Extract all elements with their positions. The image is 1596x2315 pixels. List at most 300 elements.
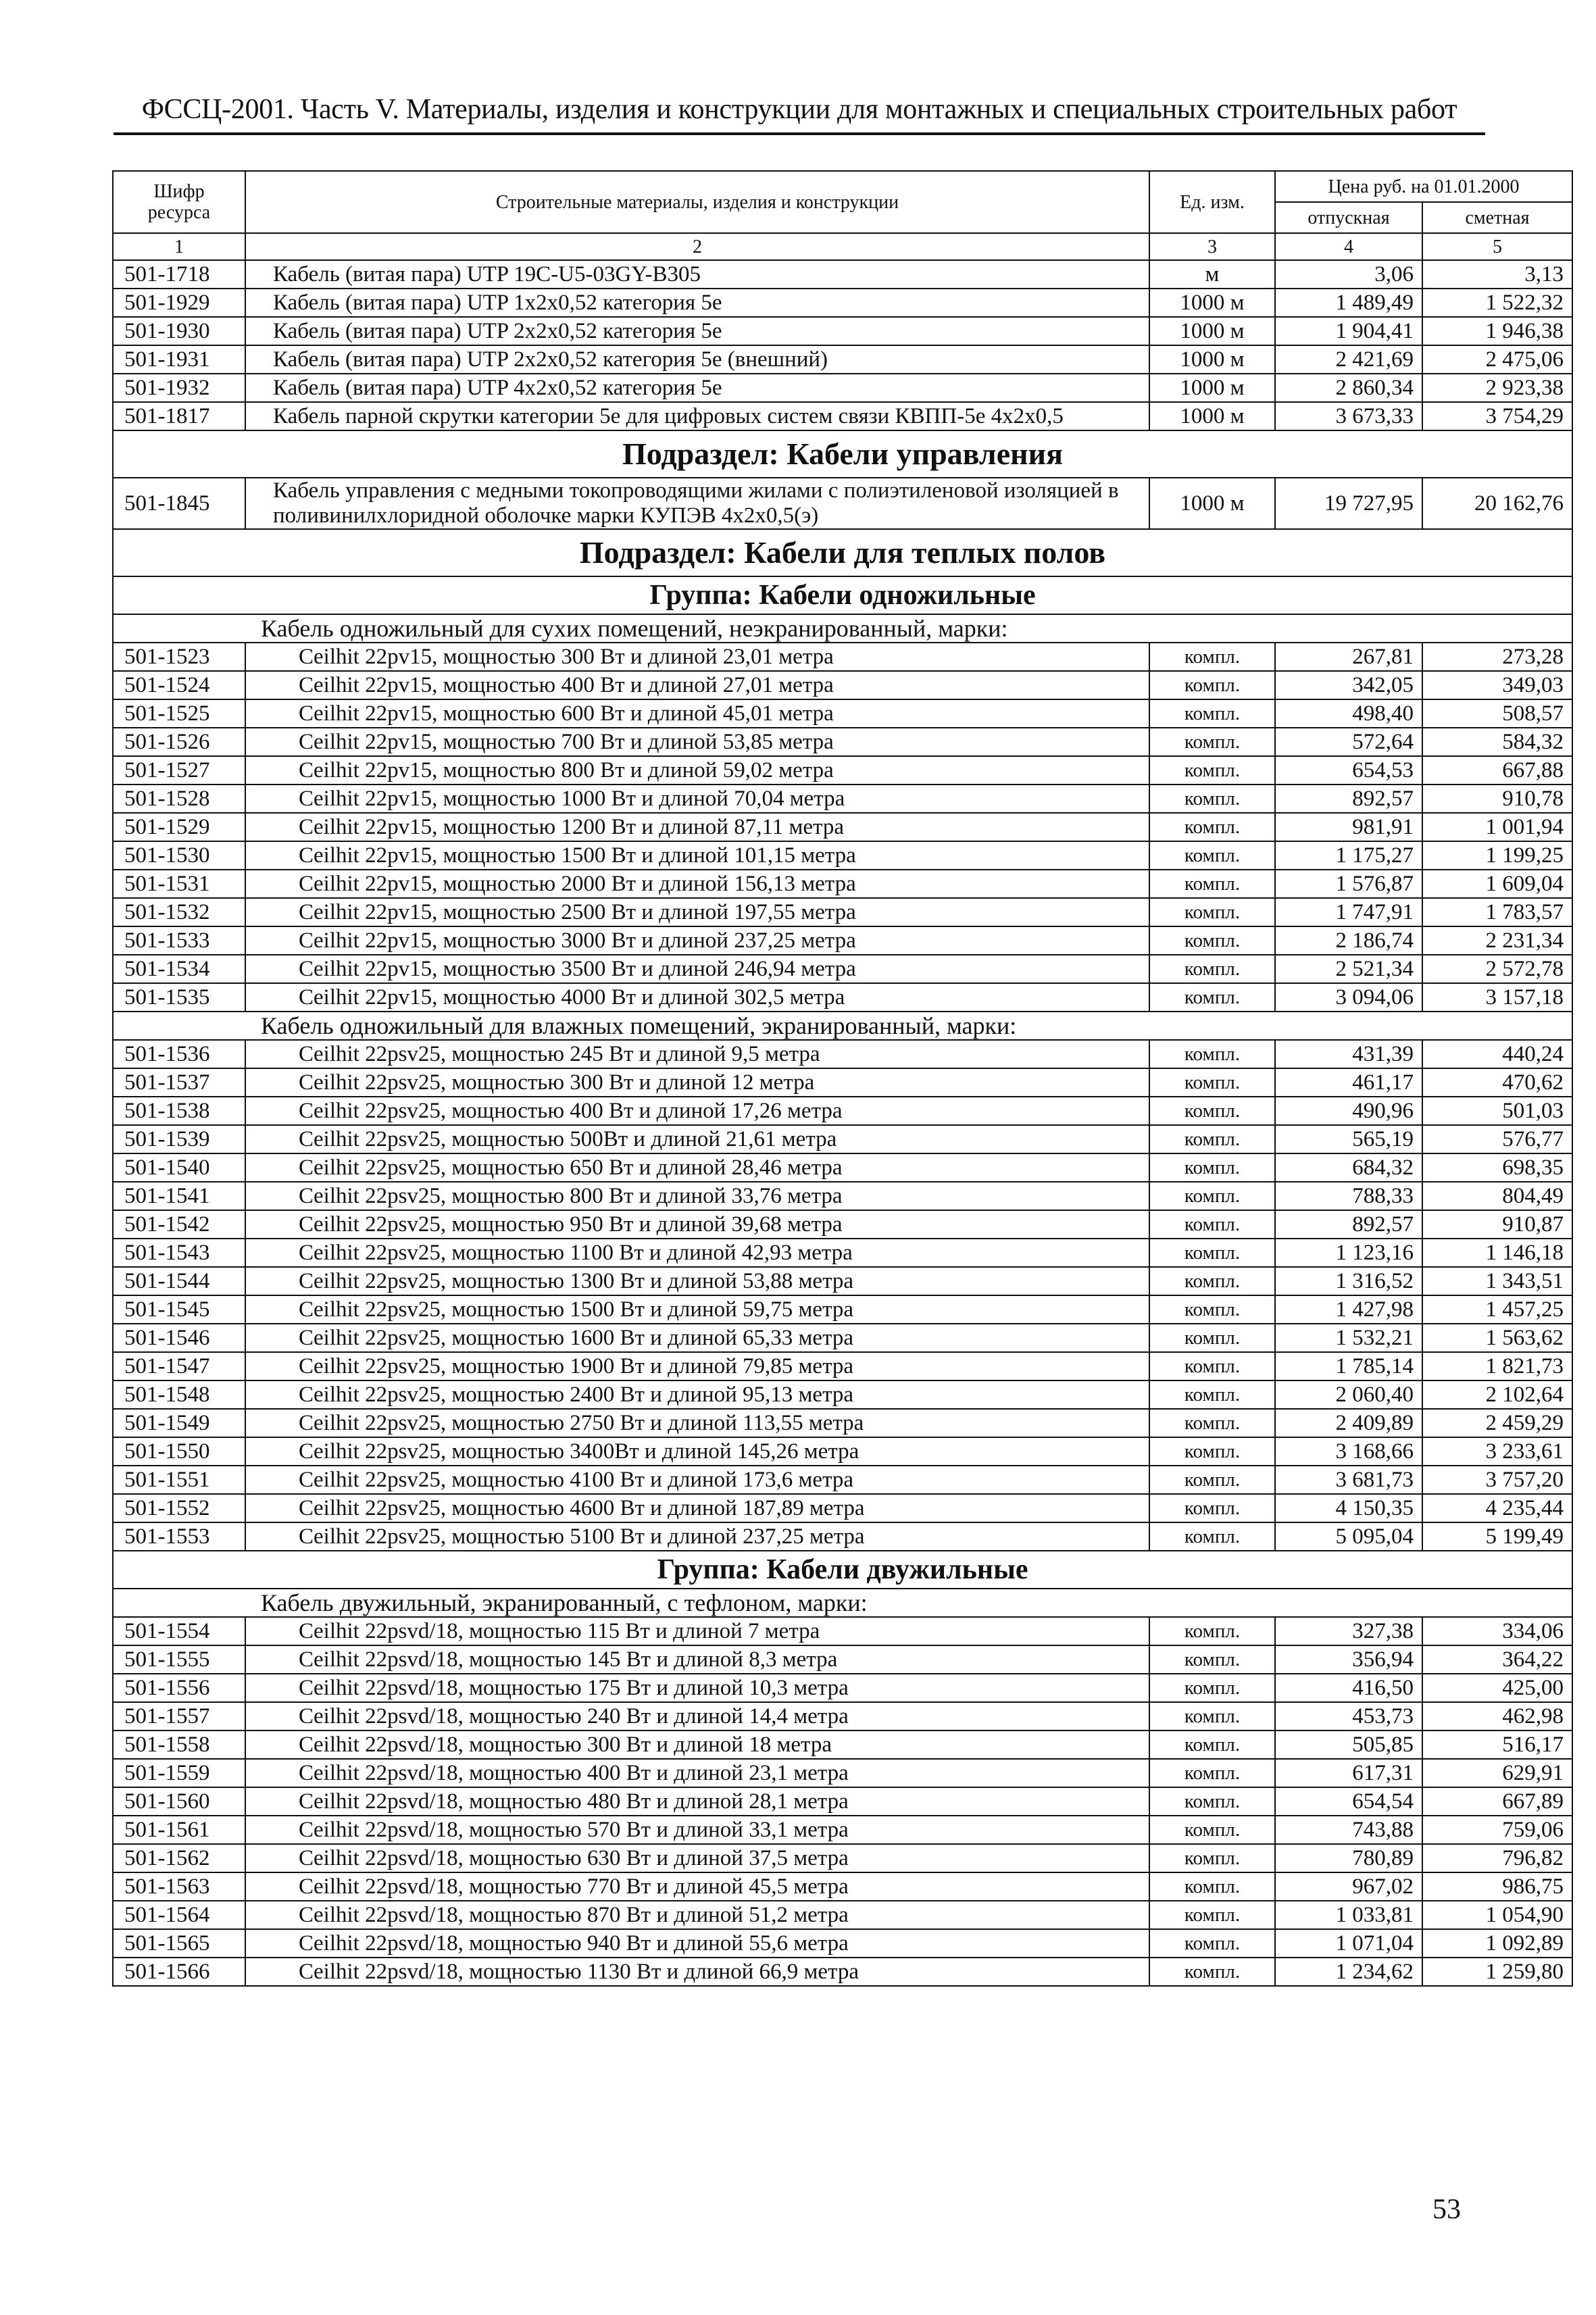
estimate-price: 1 609,04 [1422, 870, 1572, 898]
unit-of-measure: м [1149, 260, 1275, 289]
unit-of-measure: компл. [1149, 926, 1275, 955]
material-name: Ceilhit 22pv15, мощностью 2500 Вт и длиной 197,55 метра [245, 898, 1149, 926]
estimate-price: 425,00 [1422, 1674, 1572, 1702]
table-row [113, 1617, 1572, 1645]
release-price: 267,81 [1275, 643, 1422, 671]
estimate-price: 667,88 [1422, 756, 1572, 785]
brand-note-row [113, 1589, 1572, 1617]
resource-code: 501-1547 [113, 1352, 245, 1380]
table-row [113, 1210, 1572, 1239]
material-name: Ceilhit 22psv25, мощностью 1300 Вт и длиной 53,88 метра [245, 1267, 1149, 1295]
unit-of-measure: компл. [1149, 1040, 1275, 1068]
resource-code: 501-1526 [113, 728, 245, 756]
estimate-price: 462,98 [1422, 1702, 1572, 1731]
release-price: 1 427,98 [1275, 1295, 1422, 1324]
material-name: Ceilhit 22psv25, мощностью 1100 Вт и длиной 42,93 метра [245, 1239, 1149, 1267]
table-row [113, 671, 1572, 699]
column-number: 3 [1149, 233, 1275, 260]
unit-of-measure: компл. [1149, 1125, 1275, 1153]
table-row [113, 289, 1572, 317]
material-name: Ceilhit 22pv15, мощностью 1000 Вт и длиной 70,04 метра [245, 785, 1149, 813]
table-row [113, 1352, 1572, 1380]
table-row [113, 926, 1572, 955]
resource-code: 501-1845 [113, 478, 245, 529]
estimate-price: 2 231,34 [1422, 926, 1572, 955]
material-name: Ceilhit 22psv25, мощностью 800 Вт и длиной 33,76 метра [245, 1182, 1149, 1210]
material-name: Ceilhit 22psvd/18, мощностью 400 Вт и длиной 23,1 метра [245, 1759, 1149, 1787]
table-row [113, 898, 1572, 926]
release-price: 3,06 [1275, 260, 1422, 289]
material-name: Ceilhit 22pv15, мощностью 400 Вт и длиной 27,01 метра [245, 671, 1149, 699]
unit-of-measure: компл. [1149, 1901, 1275, 1929]
resource-code: 501-1545 [113, 1295, 245, 1324]
material-name: Ceilhit 22psv25, мощностью 1900 Вт и длиной 79,85 метра [245, 1352, 1149, 1380]
estimate-price: 576,77 [1422, 1125, 1572, 1153]
table-row [113, 983, 1572, 1012]
estimate-price: 470,62 [1422, 1068, 1572, 1097]
table-row [113, 1153, 1572, 1182]
unit-of-measure: компл. [1149, 1324, 1275, 1352]
estimate-price: 5 199,49 [1422, 1522, 1572, 1551]
group-title: Группа: Кабели одножильные [113, 576, 1572, 614]
unit-of-measure: компл. [1149, 1068, 1275, 1097]
estimate-price: 3 754,29 [1422, 402, 1572, 430]
table-row [113, 1731, 1572, 1759]
release-price: 4 150,35 [1275, 1494, 1422, 1522]
estimate-price: 796,82 [1422, 1844, 1572, 1872]
material-name: Ceilhit 22psv25, мощностью 400 Вт и длиной 17,26 метра [245, 1097, 1149, 1125]
table-row [113, 1494, 1572, 1522]
estimate-price: 516,17 [1422, 1731, 1572, 1759]
release-price: 3 673,33 [1275, 402, 1422, 430]
page-number: 53 [1432, 2194, 1461, 2225]
table-body [113, 260, 1572, 1986]
unit-of-measure: компл. [1149, 1929, 1275, 1958]
column-header-unit: Ед. изм. [1149, 171, 1275, 233]
resource-code: 501-1529 [113, 813, 245, 841]
resource-code: 501-1543 [113, 1239, 245, 1267]
table-row [113, 1844, 1572, 1872]
unit-of-measure: компл. [1149, 756, 1275, 785]
material-name: Ceilhit 22psvd/18, мощностью 240 Вт и длиной 14,4 метра [245, 1702, 1149, 1731]
material-name: Ceilhit 22psv25, мощностью 5100 Вт и длиной 237,25 метра [245, 1522, 1149, 1551]
unit-of-measure: компл. [1149, 1352, 1275, 1380]
release-price: 356,94 [1275, 1645, 1422, 1674]
subsection-title-row [113, 529, 1572, 576]
release-price: 565,19 [1275, 1125, 1422, 1153]
unit-of-measure: компл. [1149, 671, 1275, 699]
resource-code: 501-1559 [113, 1759, 245, 1787]
release-price: 1 904,41 [1275, 317, 1422, 345]
subsection-title-row [113, 430, 1572, 478]
column-number: 4 [1275, 233, 1422, 260]
unit-of-measure: компл. [1149, 955, 1275, 983]
resource-code: 501-1546 [113, 1324, 245, 1352]
release-price: 1 785,14 [1275, 1352, 1422, 1380]
resource-code: 501-1531 [113, 870, 245, 898]
resource-code: 501-1525 [113, 699, 245, 728]
release-price: 19 727,95 [1275, 478, 1422, 529]
unit-of-measure: компл. [1149, 1617, 1275, 1645]
resource-code: 501-1932 [113, 374, 245, 402]
estimate-price: 698,35 [1422, 1153, 1572, 1182]
table-row [113, 1759, 1572, 1787]
table-row [113, 1182, 1572, 1210]
unit-of-measure: компл. [1149, 1097, 1275, 1125]
material-name: Ceilhit 22psvd/18, мощностью 1130 Вт и длиной 66,9 метра [245, 1958, 1149, 1986]
table-row [113, 1872, 1572, 1901]
material-name: Ceilhit 22psvd/18, мощностью 770 Вт и длиной 45,5 метра [245, 1872, 1149, 1901]
unit-of-measure: компл. [1149, 1437, 1275, 1466]
unit-of-measure: компл. [1149, 841, 1275, 870]
column-header-price: Цена руб. на 01.01.2000 [1275, 171, 1572, 202]
resource-code: 501-1541 [113, 1182, 245, 1210]
estimate-price: 1 146,18 [1422, 1239, 1572, 1267]
resource-code: 501-1556 [113, 1674, 245, 1702]
release-price: 1 489,49 [1275, 289, 1422, 317]
release-price: 780,89 [1275, 1844, 1422, 1872]
unit-of-measure: компл. [1149, 1295, 1275, 1324]
table-row [113, 1239, 1572, 1267]
table-row [113, 1267, 1572, 1295]
resource-code: 501-1548 [113, 1380, 245, 1409]
material-name: Ceilhit 22pv15, мощностью 700 Вт и длиной 53,85 метра [245, 728, 1149, 756]
estimate-price: 364,22 [1422, 1645, 1572, 1674]
table-row [113, 374, 1572, 402]
table-row [113, 402, 1572, 430]
resource-code: 501-1817 [113, 402, 245, 430]
estimate-price: 1 522,32 [1422, 289, 1572, 317]
material-name: Ceilhit 22psv25, мощностью 1600 Вт и длиной 65,33 метра [245, 1324, 1149, 1352]
table-row [113, 955, 1572, 983]
release-price: 1 532,21 [1275, 1324, 1422, 1352]
resource-code: 501-1551 [113, 1466, 245, 1494]
unit-of-measure: 1000 м [1149, 374, 1275, 402]
unit-of-measure: компл. [1149, 1210, 1275, 1239]
unit-of-measure: компл. [1149, 643, 1275, 671]
column-number-row [113, 233, 1572, 260]
material-name: Ceilhit 22psvd/18, мощностью 115 Вт и длиной 7 метра [245, 1617, 1149, 1645]
material-name: Ceilhit 22psv25, мощностью 500Вт и длиной 21,61 метра [245, 1125, 1149, 1153]
unit-of-measure: компл. [1149, 1645, 1275, 1674]
release-price: 1 033,81 [1275, 1901, 1422, 1929]
column-number: 1 [113, 233, 245, 260]
release-price: 416,50 [1275, 1674, 1422, 1702]
table-row [113, 260, 1572, 289]
estimate-price: 349,03 [1422, 671, 1572, 699]
subsection-title: Подраздел: Кабели для теплых полов [113, 529, 1572, 576]
table-row [113, 1929, 1572, 1958]
material-name: Ceilhit 22pv15, мощностью 2000 Вт и длиной 156,13 метра [245, 870, 1149, 898]
release-price: 892,57 [1275, 785, 1422, 813]
estimate-price: 629,91 [1422, 1759, 1572, 1787]
table-row [113, 1787, 1572, 1816]
brand-note: Кабель одножильный для сухих помещений, неэкранированный, марки: [113, 614, 1572, 643]
material-name: Ceilhit 22psvd/18, мощностью 870 Вт и длиной 51,2 метра [245, 1901, 1149, 1929]
release-price: 505,85 [1275, 1731, 1422, 1759]
table-row [113, 1816, 1572, 1844]
table-row [113, 1295, 1572, 1324]
estimate-price: 501,03 [1422, 1097, 1572, 1125]
resource-code: 501-1558 [113, 1731, 245, 1759]
material-name: Ceilhit 22psvd/18, мощностью 940 Вт и длиной 55,6 метра [245, 1929, 1149, 1958]
material-name: Ceilhit 22psvd/18, мощностью 630 Вт и длиной 37,5 метра [245, 1844, 1149, 1872]
estimate-price: 1 092,89 [1422, 1929, 1572, 1958]
material-name: Кабель (витая пара) UTP 2x2x0,52 категория 5е (внешний) [245, 345, 1149, 374]
table-row [113, 1466, 1572, 1494]
material-name: Ceilhit 22pv15, мощностью 3500 Вт и длиной 246,94 метра [245, 955, 1149, 983]
unit-of-measure: компл. [1149, 1182, 1275, 1210]
unit-of-measure: компл. [1149, 1844, 1275, 1872]
table-row [113, 1097, 1572, 1125]
unit-of-measure: компл. [1149, 1522, 1275, 1551]
material-name: Кабель управления с медными токопроводящими жилами с полиэтиленовой изоляцией в поливинилхлоридной оболочке марки КУПЭВ 4х2х0,5(э) [245, 478, 1149, 529]
group-title-row [113, 1551, 1572, 1589]
table-row [113, 699, 1572, 728]
release-price: 453,73 [1275, 1702, 1422, 1731]
release-price: 327,38 [1275, 1617, 1422, 1645]
resource-code: 501-1557 [113, 1702, 245, 1731]
resource-code: 501-1530 [113, 841, 245, 870]
table-row [113, 1324, 1572, 1352]
unit-of-measure: 1000 м [1149, 289, 1275, 317]
release-price: 498,40 [1275, 699, 1422, 728]
estimate-price: 334,06 [1422, 1617, 1572, 1645]
table-row [113, 1125, 1572, 1153]
estimate-price: 1 946,38 [1422, 317, 1572, 345]
table-row [113, 1437, 1572, 1466]
release-price: 654,53 [1275, 756, 1422, 785]
unit-of-measure: 1000 м [1149, 478, 1275, 529]
material-name: Ceilhit 22psvd/18, мощностью 175 Вт и длиной 10,3 метра [245, 1674, 1149, 1702]
material-name: Ceilhit 22psv25, мощностью 2750 Вт и длиной 113,55 метра [245, 1409, 1149, 1437]
resource-code: 501-1554 [113, 1617, 245, 1645]
resource-code: 501-1930 [113, 317, 245, 345]
material-name: Ceilhit 22pv15, мощностью 600 Вт и длиной 45,01 метра [245, 699, 1149, 728]
unit-of-measure: компл. [1149, 785, 1275, 813]
material-name: Ceilhit 22psv25, мощностью 4100 Вт и длиной 173,6 метра [245, 1466, 1149, 1494]
unit-of-measure: компл. [1149, 1409, 1275, 1437]
table-row [113, 756, 1572, 785]
unit-of-measure: компл. [1149, 1872, 1275, 1901]
estimate-price: 20 162,76 [1422, 478, 1572, 529]
release-price: 572,64 [1275, 728, 1422, 756]
unit-of-measure: компл. [1149, 1787, 1275, 1816]
estimate-price: 1 001,94 [1422, 813, 1572, 841]
estimate-price: 910,78 [1422, 785, 1572, 813]
unit-of-measure: компл. [1149, 983, 1275, 1012]
unit-of-measure: компл. [1149, 1958, 1275, 1986]
material-name: Кабель (витая пара) UTP 1x2x0,52 категория 5е [245, 289, 1149, 317]
resource-code: 501-1533 [113, 926, 245, 955]
price-table [112, 170, 1573, 1987]
resource-code: 501-1931 [113, 345, 245, 374]
material-name: Ceilhit 22psv25, мощностью 1500 Вт и длиной 59,75 метра [245, 1295, 1149, 1324]
estimate-price: 273,28 [1422, 643, 1572, 671]
resource-code: 501-1536 [113, 1040, 245, 1068]
resource-code: 501-1718 [113, 260, 245, 289]
unit-of-measure: компл. [1149, 1816, 1275, 1844]
unit-of-measure: компл. [1149, 898, 1275, 926]
table-row [113, 1674, 1572, 1702]
estimate-price: 804,49 [1422, 1182, 1572, 1210]
table-row [113, 1645, 1572, 1674]
estimate-price: 1 821,73 [1422, 1352, 1572, 1380]
column-header-code: Шифр ресурса [113, 171, 245, 233]
estimate-price: 986,75 [1422, 1872, 1572, 1901]
resource-code: 501-1550 [113, 1437, 245, 1466]
release-price: 2 186,74 [1275, 926, 1422, 955]
estimate-price: 2 459,29 [1422, 1409, 1572, 1437]
unit-of-measure: компл. [1149, 870, 1275, 898]
estimate-price: 667,89 [1422, 1787, 1572, 1816]
group-title: Группа: Кабели двужильные [113, 1551, 1572, 1589]
unit-of-measure: компл. [1149, 1494, 1275, 1522]
table-row [113, 1522, 1572, 1551]
material-name: Ceilhit 22pv15, мощностью 800 Вт и длиной 59,02 метра [245, 756, 1149, 785]
unit-of-measure: компл. [1149, 1759, 1275, 1787]
estimate-price: 584,32 [1422, 728, 1572, 756]
material-name: Ceilhit 22psvd/18, мощностью 480 Вт и длиной 28,1 метра [245, 1787, 1149, 1816]
unit-of-measure: компл. [1149, 1731, 1275, 1759]
table-row [113, 785, 1572, 813]
estimate-price: 1 343,51 [1422, 1267, 1572, 1295]
resource-code: 501-1524 [113, 671, 245, 699]
release-price: 1 234,62 [1275, 1958, 1422, 1986]
release-price: 2 409,89 [1275, 1409, 1422, 1437]
release-price: 981,91 [1275, 813, 1422, 841]
table-row [113, 643, 1572, 671]
estimate-price: 1 199,25 [1422, 841, 1572, 870]
release-price: 1 747,91 [1275, 898, 1422, 926]
estimate-price: 440,24 [1422, 1040, 1572, 1068]
table-row [113, 345, 1572, 374]
release-price: 2 060,40 [1275, 1380, 1422, 1409]
resource-code: 501-1532 [113, 898, 245, 926]
material-name: Ceilhit 22pv15, мощностью 3000 Вт и длиной 237,25 метра [245, 926, 1149, 955]
brand-note: Кабель одножильный для влажных помещений, экранированный, марки: [113, 1012, 1572, 1040]
unit-of-measure: компл. [1149, 728, 1275, 756]
release-price: 1 071,04 [1275, 1929, 1422, 1958]
estimate-price: 2 923,38 [1422, 374, 1572, 402]
column-number: 5 [1422, 233, 1572, 260]
estimate-price: 1 563,62 [1422, 1324, 1572, 1352]
release-price: 1 316,52 [1275, 1267, 1422, 1295]
unit-of-measure: компл. [1149, 1702, 1275, 1731]
release-price: 892,57 [1275, 1210, 1422, 1239]
estimate-price: 1 783,57 [1422, 898, 1572, 926]
table-row [113, 1040, 1572, 1068]
material-name: Ceilhit 22pv15, мощностью 4000 Вт и длиной 302,5 метра [245, 983, 1149, 1012]
estimate-price: 1 457,25 [1422, 1295, 1572, 1324]
release-price: 788,33 [1275, 1182, 1422, 1210]
material-name: Ceilhit 22pv15, мощностью 300 Вт и длиной 23,01 метра [245, 643, 1149, 671]
table-header [113, 171, 1572, 260]
table-row [113, 1958, 1572, 1986]
material-name: Ceilhit 22psvd/18, мощностью 570 Вт и длиной 33,1 метра [245, 1816, 1149, 1844]
resource-code: 501-1555 [113, 1645, 245, 1674]
table-row [113, 1068, 1572, 1097]
resource-code: 501-1527 [113, 756, 245, 785]
material-name: Ceilhit 22psv25, мощностью 650 Вт и длиной 28,46 метра [245, 1153, 1149, 1182]
unit-of-measure: 1000 м [1149, 345, 1275, 374]
release-price: 490,96 [1275, 1097, 1422, 1125]
estimate-price: 4 235,44 [1422, 1494, 1572, 1522]
table-row [113, 813, 1572, 841]
unit-of-measure: компл. [1149, 699, 1275, 728]
estimate-price: 1 259,80 [1422, 1958, 1572, 1986]
resource-code: 501-1542 [113, 1210, 245, 1239]
unit-of-measure: 1000 м [1149, 402, 1275, 430]
column-header-release-price: отпускная [1275, 202, 1422, 233]
estimate-price: 910,87 [1422, 1210, 1572, 1239]
material-name: Кабель (витая пара) UTP 2x2x0,52 категория 5е [245, 317, 1149, 345]
brand-note: Кабель двужильный, экранированный, с тефлоном, марки: [113, 1589, 1572, 1617]
unit-of-measure: компл. [1149, 1153, 1275, 1182]
release-price: 1 576,87 [1275, 870, 1422, 898]
column-header-estimate-price: сметная [1422, 202, 1572, 233]
release-price: 967,02 [1275, 1872, 1422, 1901]
release-price: 2 521,34 [1275, 955, 1422, 983]
unit-of-measure: компл. [1149, 1239, 1275, 1267]
material-name: Ceilhit 22psv25, мощностью 300 Вт и длиной 12 метра [245, 1068, 1149, 1097]
table-row [113, 841, 1572, 870]
release-price: 342,05 [1275, 671, 1422, 699]
resource-code: 501-1538 [113, 1097, 245, 1125]
estimate-price: 3 757,20 [1422, 1466, 1572, 1494]
subsection-title: Подраздел: Кабели управления [113, 430, 1572, 478]
release-price: 2 421,69 [1275, 345, 1422, 374]
release-price: 2 860,34 [1275, 374, 1422, 402]
resource-code: 501-1552 [113, 1494, 245, 1522]
material-name: Ceilhit 22pv15, мощностью 1200 Вт и длиной 87,11 метра [245, 813, 1149, 841]
release-price: 431,39 [1275, 1040, 1422, 1068]
release-price: 3 094,06 [1275, 983, 1422, 1012]
table-row [113, 1409, 1572, 1437]
release-price: 3 681,73 [1275, 1466, 1422, 1494]
material-name: Кабель (витая пара) UTP 4x2x0,52 категория 5е [245, 374, 1149, 402]
resource-code: 501-1562 [113, 1844, 245, 1872]
resource-code: 501-1523 [113, 643, 245, 671]
unit-of-measure: 1000 м [1149, 317, 1275, 345]
table-row [113, 1702, 1572, 1731]
material-name: Ceilhit 22psv25, мощностью 950 Вт и длиной 39,68 метра [245, 1210, 1149, 1239]
column-number: 2 [245, 233, 1149, 260]
table-row [113, 870, 1572, 898]
material-name: Ceilhit 22psvd/18, мощностью 300 Вт и длиной 18 метра [245, 1731, 1149, 1759]
resource-code: 501-1537 [113, 1068, 245, 1097]
release-price: 1 123,16 [1275, 1239, 1422, 1267]
material-name: Ceilhit 22psvd/18, мощностью 145 Вт и длиной 8,3 метра [245, 1645, 1149, 1674]
estimate-price: 508,57 [1422, 699, 1572, 728]
unit-of-measure: компл. [1149, 813, 1275, 841]
resource-code: 501-1544 [113, 1267, 245, 1295]
resource-code: 501-1528 [113, 785, 245, 813]
material-name: Ceilhit 22psv25, мощностью 4600 Вт и длиной 187,89 метра [245, 1494, 1149, 1522]
header-rule [114, 132, 1485, 135]
resource-code: 501-1563 [113, 1872, 245, 1901]
release-price: 1 175,27 [1275, 841, 1422, 870]
material-name: Кабель (витая пара) UTP 19C-U5-03GY-B305 [245, 260, 1149, 289]
page-header: ФССЦ-2001. Часть V. Материалы, изделия и конструкции для монтажных и специальных строительных работ [141, 94, 1457, 125]
resource-code: 501-1564 [113, 1901, 245, 1929]
estimate-price: 3 157,18 [1422, 983, 1572, 1012]
resource-code: 501-1539 [113, 1125, 245, 1153]
estimate-price: 2 572,78 [1422, 955, 1572, 983]
estimate-price: 1 054,90 [1422, 1901, 1572, 1929]
brand-note-row [113, 1012, 1572, 1040]
material-name: Ceilhit 22psv25, мощностью 3400Вт и длиной 145,26 метра [245, 1437, 1149, 1466]
